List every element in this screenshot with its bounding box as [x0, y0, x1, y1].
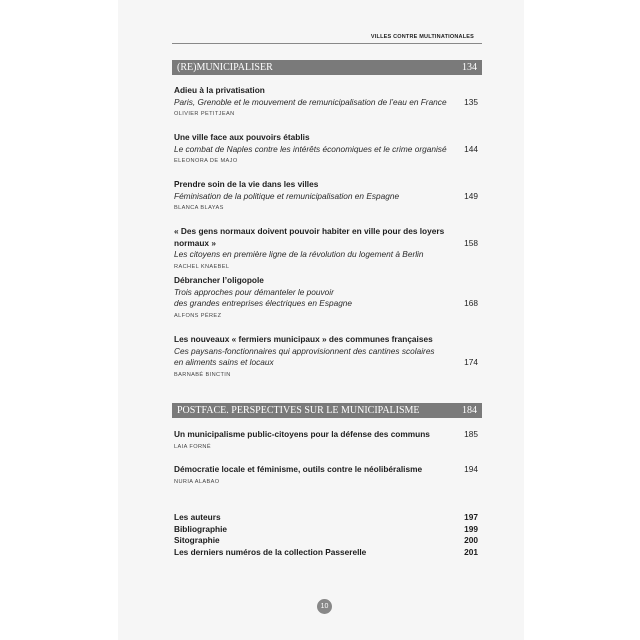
entry-page: 135: [464, 96, 478, 107]
entry-title: « Des gens normaux doivent pouvoir habiter en ville pour des loyers normaux »: [174, 226, 445, 248]
entry-title: Les nouveaux « fermiers municipaux » des communes françaises: [174, 334, 433, 344]
toc-entry[interactable]: [174, 179, 478, 212]
entry-author: RACHEL KNAEBEL: [174, 263, 230, 270]
entry-page: 185: [464, 429, 478, 439]
entry-subtitle: des grandes entreprises électriques en Espagne: [174, 298, 353, 308]
entry-title: Un municipalisme public-citoyens pour la défense des communs: [174, 429, 430, 439]
entry-author: NURIA ALABAO: [174, 478, 220, 485]
page-number-badge: 10: [317, 599, 332, 614]
entry-title: Débrancher l’oligopole: [174, 275, 264, 285]
back-matter-label: Sitographie: [174, 535, 220, 546]
entry-author: ELEONORA DE MAJO: [174, 158, 238, 164]
section-header-postface: [172, 403, 482, 418]
entry-page: 174: [464, 357, 478, 367]
back-matter-list: [174, 512, 478, 559]
toc-entry[interactable]: [174, 334, 478, 379]
toc-entry[interactable]: [174, 275, 478, 320]
back-matter-page: 201: [464, 547, 478, 558]
entry-title: Démocratie locale et féminisme, outils contre le néolibéralisme: [174, 464, 423, 474]
section-title: POSTFACE. PERSPECTIVES SUR LE MUNICIPALISME: [177, 405, 420, 416]
running-head: VILLES CONTRE MULTINATIONALES: [370, 34, 474, 40]
back-matter-label: Bibliographie: [174, 523, 228, 534]
toc-entry[interactable]: [174, 85, 478, 118]
section-header-remunicipaliser: [172, 60, 482, 75]
entry-page: 194: [464, 464, 478, 474]
entry-author: OLIVIER PETITJEAN: [174, 111, 235, 117]
entry-title: Adieu à la privatisation: [174, 85, 265, 95]
entry-title: Une ville face aux pouvoirs établis: [174, 132, 310, 142]
section-title: (RE)MUNICIPALISER: [177, 62, 273, 73]
back-matter-item[interactable]: [174, 547, 478, 559]
entry-subtitle: Féminisation de la politique et remunicipalisation en Espagne: [174, 190, 400, 201]
toc-entry[interactable]: [174, 429, 478, 451]
back-matter-label: Les auteurs: [174, 512, 221, 522]
entry-page: 144: [464, 143, 478, 154]
back-matter-page: 200: [464, 535, 478, 546]
section-page: 184: [462, 405, 477, 416]
entry-page: 168: [464, 298, 478, 308]
back-matter-item[interactable]: [174, 524, 478, 536]
toc-entry[interactable]: [174, 464, 478, 486]
entry-subtitle: Trois approches pour démanteler le pouvoir: [174, 286, 334, 297]
entry-subtitle: Les citoyens en première ligne de la révolution du logement à Berlin: [174, 249, 424, 259]
toc-entry[interactable]: [174, 226, 478, 271]
entry-page: 158: [464, 237, 478, 248]
entry-subtitle: Ces paysans-fonctionnaires qui approvisionnent des cantines scolaires: [174, 345, 435, 356]
entry-page: 149: [464, 190, 478, 201]
section-page: 134: [462, 62, 477, 73]
back-matter-page: 199: [464, 523, 478, 534]
book-page: [118, 0, 524, 640]
back-matter-page: 197: [464, 512, 478, 522]
toc-entry[interactable]: [174, 132, 478, 165]
entry-subtitle: Paris, Grenoble et le mouvement de remunicipalisation de l’eau en France: [174, 96, 447, 107]
entry-title: Prendre soin de la vie dans les villes: [174, 179, 319, 189]
back-matter-item[interactable]: [174, 512, 478, 524]
entry-subtitle: Le combat de Naples contre les intérêts économiques et le crime organisé: [174, 143, 447, 154]
back-matter-label: Les derniers numéros de la collection Passerelle: [174, 547, 367, 558]
back-matter-item[interactable]: [174, 535, 478, 547]
entry-author: BLANCA BLAYAS: [174, 205, 224, 211]
entry-subtitle: en aliments sains et locaux: [174, 357, 274, 367]
entry-author: BARNABÉ BINCTIN: [174, 371, 231, 378]
entry-author: ALFONS PÉREZ: [174, 312, 222, 319]
entry-author: LAIA FORNÉ: [174, 443, 211, 450]
header-rule: [172, 43, 482, 44]
